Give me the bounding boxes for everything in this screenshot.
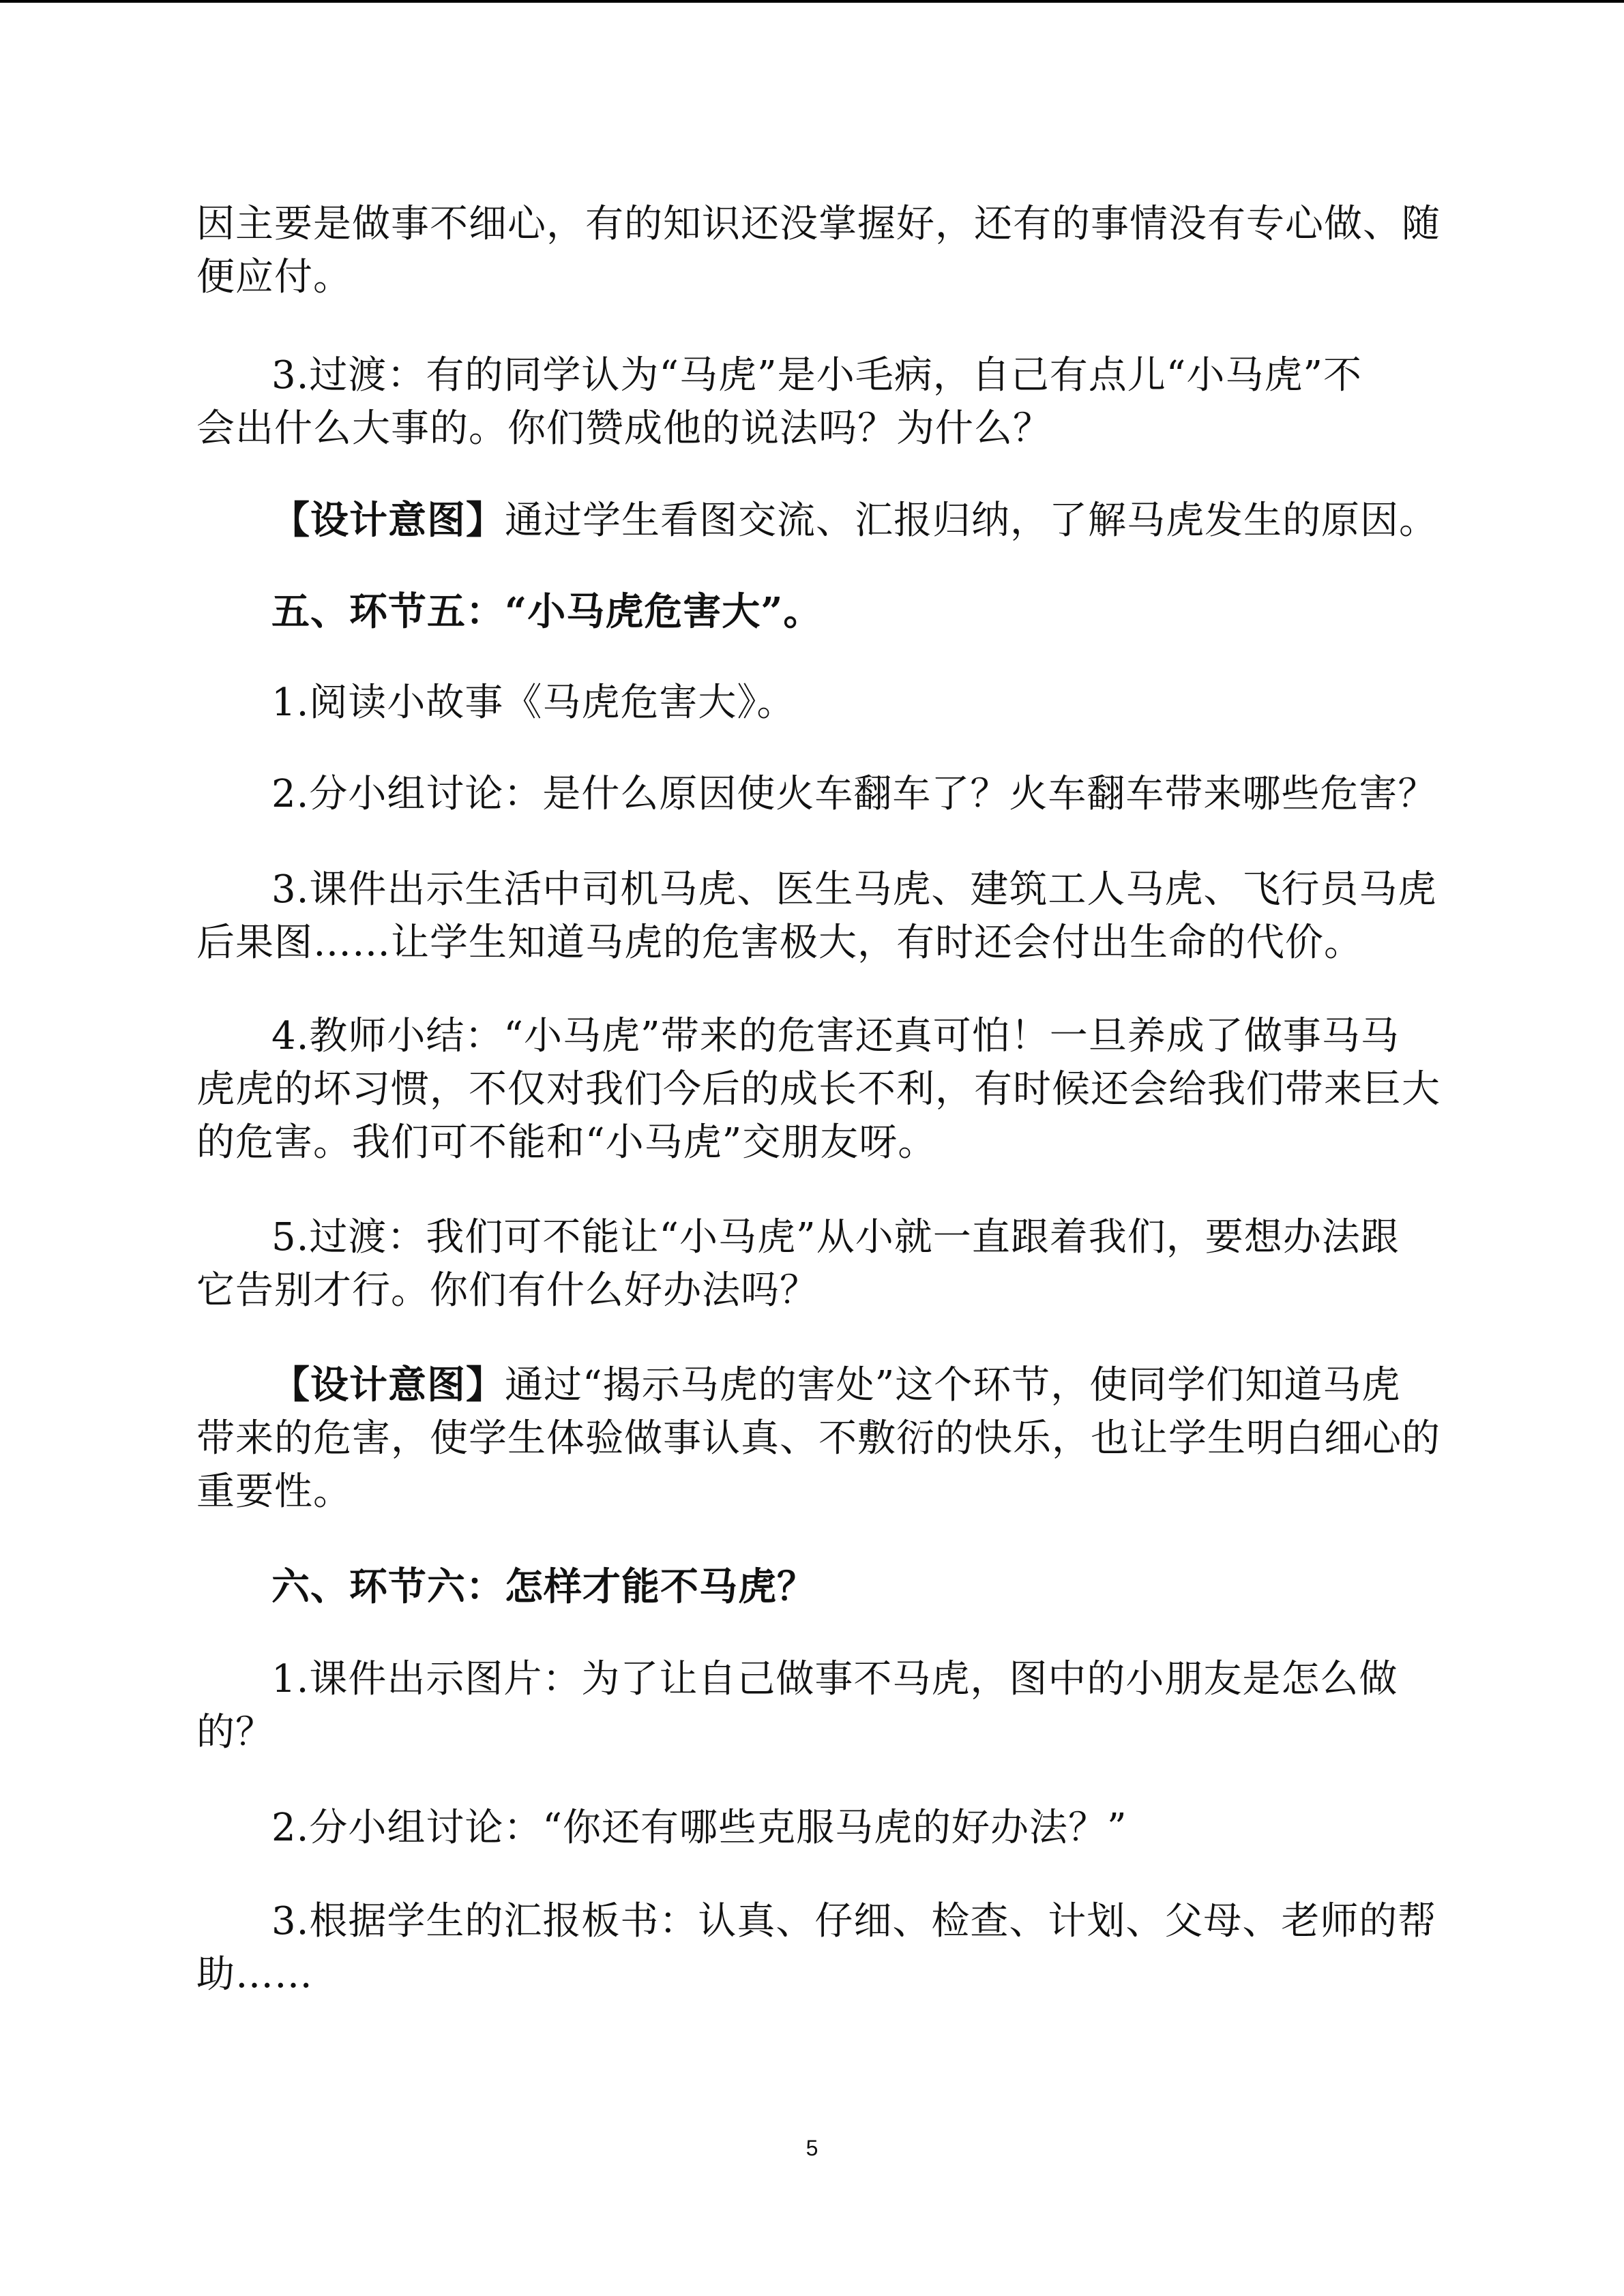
- text-line: 2.分小组讨论：是什么原因使火车翻车了？火车翻车带来哪些危害？: [271, 772, 1437, 816]
- text-line: [196, 1358, 1424, 1412]
- paragraph-continuation: [196, 198, 1441, 304]
- text-line: 2.分小组讨论：“你还有哪些克服马虎的好办法？”: [271, 1806, 1127, 1850]
- design-intent-text: 通过“揭示马虎的害处”这个环节，使同学们知道马虎: [505, 1363, 1401, 1407]
- section-heading-6: [196, 1560, 1424, 1613]
- text-line: 1.阅读小故事《马虎危害大》。: [271, 681, 796, 725]
- section-heading-5: [196, 585, 1424, 638]
- text-line: 它告别才行。你们有什么好办法吗？: [196, 1268, 818, 1313]
- text-line: 5.过渡：我们可不能让“小马虎”从小就一直跟着我们，要想办法跟: [271, 1215, 1400, 1259]
- design-intent-text: 通过学生看图交流、汇报归纳，了解马虎发生的原因。: [505, 498, 1438, 543]
- text-line: 会出什么大事的。你们赞成他的说法吗？为什么？: [196, 406, 1052, 451]
- design-intent-label: 【设计意图】: [271, 1362, 505, 1407]
- text-line: 1.课件出示图片：为了让自己做事不马虎，图中的小朋友是怎么做: [271, 1657, 1398, 1701]
- list-item-1: [196, 1653, 1424, 1759]
- text-line: 3.过渡：有的同学认为“马虎”是小毛病，自己有点儿“小马虎”不: [271, 353, 1362, 398]
- text-line: 3.根据学生的汇报板书：认真、仔细、检查、计划、父母、老师的帮: [271, 1899, 1437, 1943]
- list-item-4: [196, 1010, 1441, 1169]
- text-line: 4.教师小结：“小马虎”带来的危害还真可怕！一旦养成了做事马马: [271, 1014, 1400, 1058]
- text-line: 虎虎的坏习惯，不仅对我们今后的成长不利，有时候还会给我们带来巨大: [196, 1067, 1441, 1112]
- design-intent-paragraph: [196, 1358, 1441, 1519]
- text-line: 的危害。我们可不能和“小马虎”交朋友呀。: [196, 1120, 937, 1165]
- list-item-5: [196, 1211, 1424, 1317]
- text-line: [196, 494, 1438, 548]
- text-line: 重要性。: [196, 1470, 352, 1514]
- text-line: 因主要是做事不细心，有的知识还没掌握好，还有的事情没有专心做、随: [196, 202, 1441, 246]
- text-line: 的？: [196, 1710, 274, 1755]
- text-line: 便应付。: [196, 255, 352, 299]
- text-line: 助……: [196, 1952, 313, 1997]
- text-line: 3.课件出示生活中司机马虎、医生马虎、建筑工人马虎、飞行员马虎: [271, 867, 1437, 912]
- page-number: 5: [806, 2136, 818, 2160]
- design-intent-label: 【设计意图】: [271, 498, 505, 543]
- list-item-3: [196, 863, 1437, 970]
- heading-line: 五、环节五：“小马虎危害大”。: [271, 589, 823, 634]
- list-item-1: [196, 676, 1424, 730]
- heading-line: 六、环节六：怎样才能不马虎？: [271, 1564, 816, 1609]
- text-line: 后果图……让学生知道马虎的危害极大，有时还会付出生命的代价。: [196, 921, 1363, 965]
- design-intent-paragraph: [196, 494, 1438, 548]
- list-item-3: [196, 1895, 1437, 2001]
- text-line: 带来的危害，使学生体验做事认真、不敷衍的快乐，也让学生明白细心的: [196, 1416, 1441, 1461]
- list-item-2: [196, 1802, 1424, 1855]
- list-item-2: [196, 768, 1437, 821]
- paragraph-transition-3: [196, 349, 1424, 456]
